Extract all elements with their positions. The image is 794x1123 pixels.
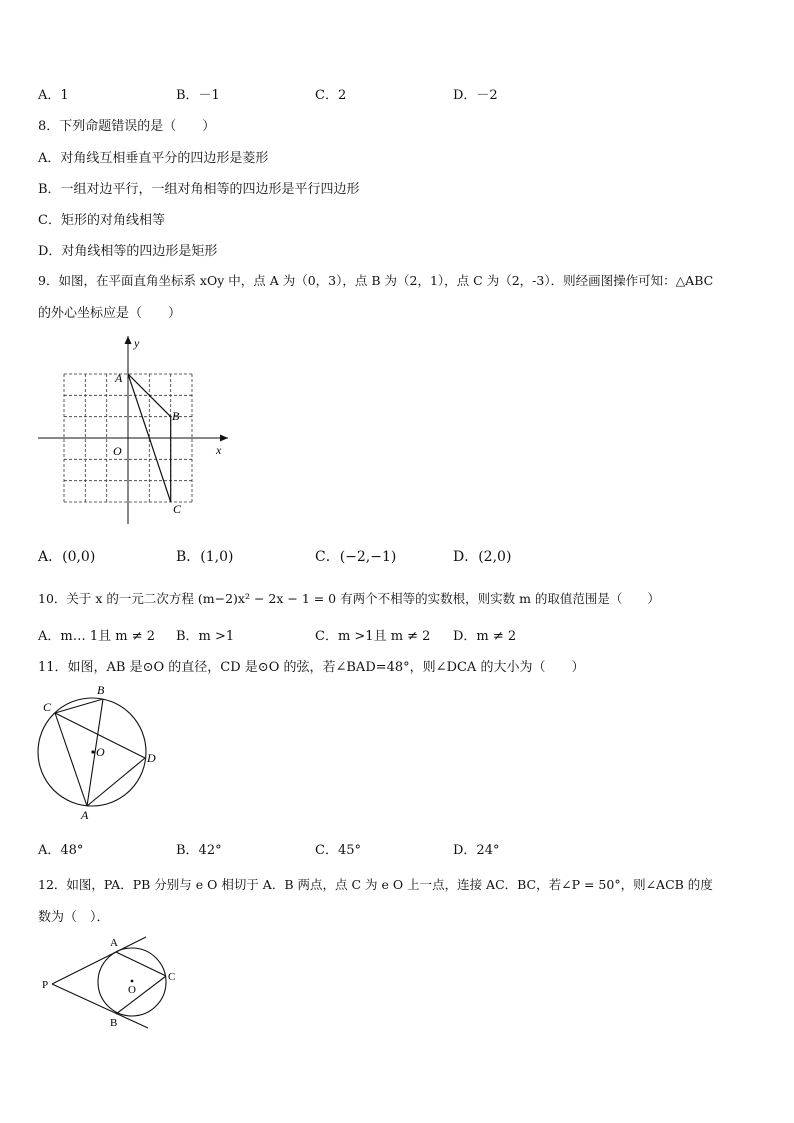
- point-b-label: B: [110, 1017, 118, 1029]
- tangent-lines: [52, 937, 166, 1028]
- y-axis-arrow-icon: [125, 336, 132, 344]
- x-axis-label: x: [216, 443, 222, 457]
- q9-option-c: C．(−2,−1): [315, 549, 397, 565]
- q8-stem: 8．下列命题错误的是（ ）: [38, 119, 216, 134]
- q7-option-a: A．1: [38, 88, 69, 103]
- q9-coordinate-figure: [36, 332, 236, 528]
- q11-option-b: B．42°: [176, 843, 222, 858]
- q9-option-a: A．(0,0): [38, 549, 96, 565]
- point-p-label: P: [42, 979, 49, 991]
- q8-option-b: B．一组对边平行，一组对角相等的四边形是平行四边形: [38, 182, 360, 197]
- q10-option-c: C．m >1且 m ≠ 2: [315, 629, 431, 644]
- q10-option-d: D．m ≠ 2: [453, 629, 517, 644]
- q10-option-b: B．m >1: [176, 629, 235, 644]
- point-c-label: C: [173, 502, 182, 516]
- q11-option-c: C．45°: [315, 843, 361, 858]
- point-c-label: C: [168, 971, 176, 983]
- q10-option-a: A．m… 1且 m ≠ 2: [38, 629, 156, 644]
- x-axis-arrow-icon: [220, 435, 228, 442]
- center-point: [131, 980, 134, 983]
- center-point: [91, 750, 94, 753]
- q7-option-c: C．2: [315, 88, 347, 103]
- q8-option-d: D．对角线相等的四边形是矩形: [38, 244, 218, 259]
- center-o-label: O: [128, 984, 136, 996]
- q11-stem: 11．如图，AB 是⊙O 的直径，CD 是⊙O 的弦，若∠BAD=48°，则∠DCA 的大小为（ ）: [38, 660, 585, 675]
- q9-stem-line1: 9．如图，在平面直角坐标系 xOy 中，点 A 为（0，3），点 B 为（2，1），点 C 为（2，-3）．则经画图操作可知：△ABC: [38, 273, 714, 288]
- q8-option-a: A．对角线互相垂直平分的四边形是菱形: [38, 151, 269, 166]
- point-b-label: B: [172, 409, 180, 423]
- q10-stem: 10．关于 x 的一元二次方程 (m−2)x² − 2x − 1 = 0 有两个不相等的实数根，则实数 m 的取值范围是（ ）: [38, 591, 660, 606]
- q12-stem-line1: 12．如图，PA．PB 分别与 e O 相切于 A．B 两点，点 C 为 e O 上一点，连接 AC．BC，若∠P = 50°，则∠ACB 的度: [38, 877, 713, 892]
- q8-option-c: C．矩形的对角线相等: [38, 213, 165, 228]
- q9-stem-line2: 的外心坐标应是（ ）: [38, 306, 182, 321]
- q11-circle-figure: [30, 680, 170, 822]
- center-o-label: O: [96, 745, 105, 759]
- axes: [38, 336, 228, 524]
- point-c-label: C: [43, 700, 52, 714]
- q11-option-d: D．24°: [453, 843, 500, 858]
- q7-option-b: B．－1: [176, 88, 220, 103]
- point-a-label: A: [115, 371, 123, 385]
- q9-option-d: D．(2,0): [453, 549, 512, 565]
- point-a-label: A: [110, 937, 118, 949]
- point-b-label: B: [97, 683, 105, 697]
- q11-option-a: A．48°: [38, 843, 84, 858]
- q7-option-d: D．－2: [453, 88, 498, 103]
- q9-option-b: B．(1,0): [176, 549, 234, 565]
- q12-stem-line2: 数为（ ）．: [38, 910, 110, 925]
- q12-tangent-figure: [36, 932, 186, 1032]
- y-axis-label: y: [134, 336, 140, 350]
- origin-label: O: [113, 444, 122, 458]
- point-d-label: D: [147, 751, 156, 765]
- point-a-label: A: [81, 808, 89, 822]
